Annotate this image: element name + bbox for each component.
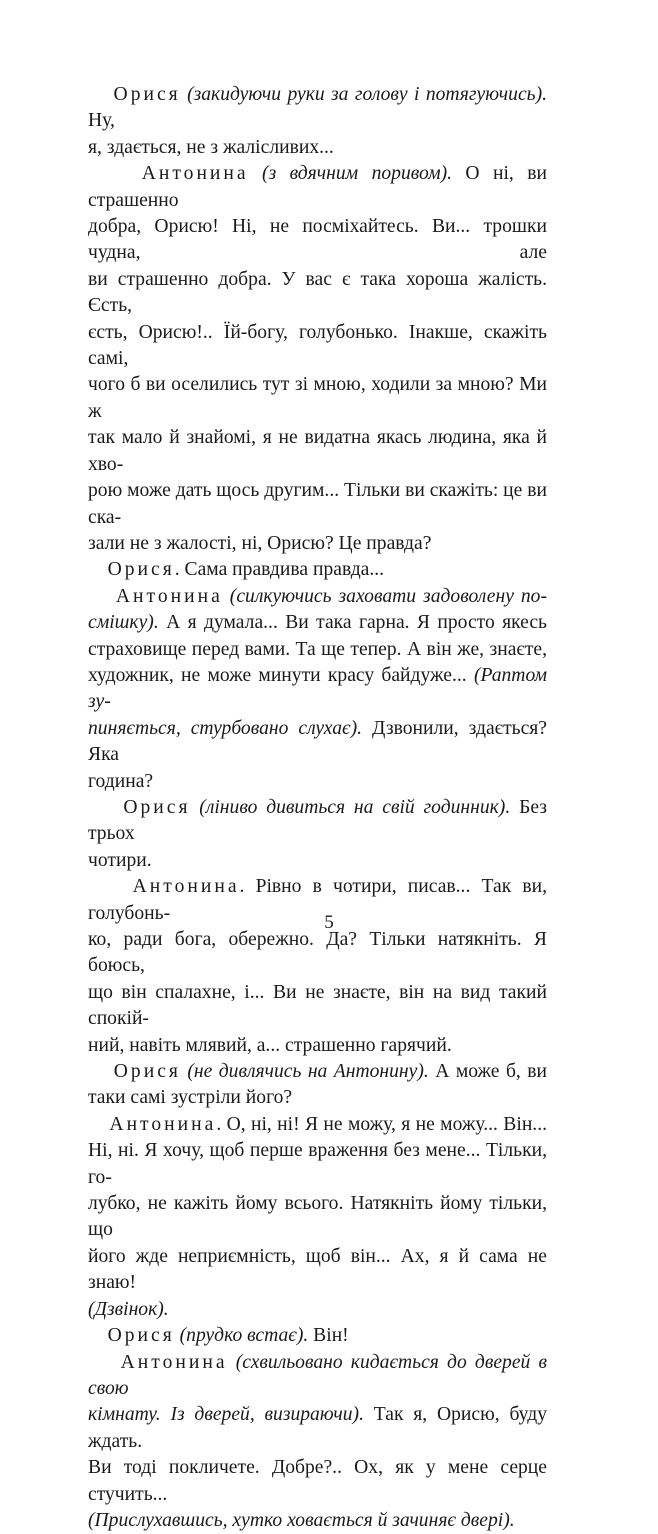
text-line	[88, 795, 547, 848]
dialogue-text: так мало й знайомі, я не видатна якась людина, яка й хво-	[88, 427, 547, 475]
text-line	[88, 663, 547, 716]
text-line	[88, 1508, 547, 1534]
dialogue-text: чотири.	[88, 849, 152, 871]
text-line	[88, 1059, 547, 1085]
stage-direction: смішку).	[88, 612, 159, 634]
text-line	[88, 1350, 547, 1403]
dialogue-text: ний, навіть млявий, а... страшенно гарячий.	[88, 1034, 452, 1056]
dialogue-text: Так я, Орисю, буду ждать.	[88, 1404, 548, 1452]
stage-direction: пиняється, стурбовано слухає).	[88, 717, 363, 739]
text-line	[88, 478, 547, 531]
dialogue-text: Ви тоді покличете. Добре?.. Ох, як у мене серце стучить...	[88, 1457, 547, 1505]
text-line	[88, 848, 547, 874]
speaker-name: Орися	[113, 84, 181, 105]
stage-direction: (не дивлячись на Антонину).	[187, 1061, 429, 1083]
stage-direction: (закидуючи руки за голову і потягуючись).	[187, 84, 547, 105]
text-line	[88, 1455, 547, 1508]
stage-direction: (Прислухавшись, хутко ховається й зачиняє двері).	[88, 1509, 515, 1531]
text-line	[88, 637, 547, 663]
page-number: 5	[324, 912, 334, 933]
dialogue-text: художник, не може минути красу байдуже...	[88, 664, 474, 686]
text-line	[88, 1297, 547, 1323]
dialogue-text	[223, 586, 230, 607]
text-line	[88, 1191, 547, 1244]
text-line	[88, 1033, 547, 1059]
dialogue-text	[88, 163, 142, 184]
dialogue-text: добра, Орисю! Ні, не посміхайтесь. Ви... трошки чудна, але	[88, 216, 547, 264]
speaker-name: Орися	[107, 559, 175, 581]
dialogue-text	[88, 1352, 121, 1373]
text-line	[88, 716, 547, 769]
text-line	[88, 557, 547, 583]
text-line	[88, 214, 547, 267]
text-line	[88, 161, 547, 214]
dialogue-text: А може б, ви	[428, 1061, 547, 1083]
dialogue-text	[88, 876, 133, 897]
dialogue-text: лубко, не кажіть йому всього. Натякніть йому тільки, що	[88, 1193, 547, 1241]
speaker-name: Антонина	[115, 585, 223, 607]
dialogue-text: Дзвонили, здається? Яка	[88, 717, 547, 766]
speaker-name: Антонина	[132, 876, 240, 898]
dialogue-text: я, здається, не з жалісливих...	[88, 136, 334, 158]
stage-direction: (прудко встає).	[179, 1325, 309, 1347]
speaker-name: Орися	[113, 1061, 181, 1083]
dialogue-text	[190, 797, 199, 818]
dialogue-text	[88, 586, 116, 607]
dialogue-text	[228, 1352, 236, 1373]
dialogue-text: ви страшенно добра. У вас є така хороша жалість. Єсть,	[88, 268, 547, 317]
text-line	[88, 1244, 547, 1297]
stage-direction: (Раптом зу-	[88, 664, 547, 713]
stage-direction: (схвильовано кидається до дверей в свою	[88, 1351, 547, 1399]
text-line	[88, 610, 547, 636]
dialogue-text: . Сама правдива правда...	[174, 559, 385, 581]
text-line	[88, 531, 547, 557]
dialogue-text	[88, 84, 114, 105]
speaker-name: Антонина	[109, 1113, 217, 1135]
stage-direction: (силкуючись заховати задоволену по-	[229, 585, 547, 607]
text-line	[88, 320, 547, 373]
dialogue-text: таки самі зустріли його?	[88, 1087, 293, 1109]
text-line	[88, 927, 547, 980]
stage-direction: (ліниво дивиться на свій годинник).	[199, 796, 511, 818]
dialogue-text: Ні, ні. Я хочу, щоб перше враження без мене... Тільки, го-	[88, 1140, 547, 1188]
speaker-name: Антонина	[141, 163, 249, 185]
dialogue-text: страховище перед вами. Та ще тепер. А він же, знаєте,	[88, 638, 547, 660]
text-line	[88, 584, 547, 610]
dialogue-text	[88, 559, 108, 580]
dialogue-text: рою може дать щось другим... Тільки ви скажіть: це ви ска-	[88, 480, 547, 528]
text-line	[88, 1138, 547, 1191]
dialogue-text: О ні, ви страшенно	[88, 163, 547, 211]
text-line	[88, 1085, 547, 1111]
stage-direction: (з вдячним поривом).	[262, 163, 452, 185]
text-line	[88, 82, 547, 135]
dialogue-text: ко, ради бога, обережно. Да? Тільки натякніть. Я боюсь,	[88, 929, 547, 977]
dialogue-text: А я думала... Ви така гарна. Я просто якесь	[158, 612, 547, 634]
speaker-name: Орися	[123, 796, 191, 818]
dialogue-text: година?	[88, 770, 154, 792]
text-line	[88, 135, 547, 161]
text-line	[88, 1402, 547, 1455]
dialogue-text	[88, 1114, 109, 1135]
text-line	[88, 769, 547, 795]
dialogue-text: Він!	[308, 1325, 349, 1347]
text-line	[88, 425, 547, 478]
dialogue-text: Ну,	[88, 110, 115, 132]
stage-direction: (Дзвінок).	[88, 1298, 169, 1320]
dialogue-text: його жде неприємність, щоб він... Ах, я й сама не знаю!	[88, 1245, 547, 1294]
text-line	[88, 980, 547, 1033]
speaker-name: Антонина	[120, 1351, 228, 1373]
text-line	[88, 1112, 547, 1138]
dialogue-text	[249, 163, 262, 184]
text-line	[88, 267, 547, 320]
dialogue-text: єсть, Орисю!.. Їй-богу, голубонько. Інакше, скажіть самі,	[88, 321, 547, 370]
text-line	[88, 1323, 547, 1349]
dialogue-text: Без трьох	[88, 796, 548, 845]
stage-direction: кімнату. Із дверей, визираючи).	[88, 1404, 364, 1426]
dialogue-text	[88, 1325, 108, 1346]
dialogue-text: чого б ви оселились тут зі мною, ходили за мною? Ми ж	[88, 374, 547, 422]
page-text	[88, 82, 547, 1534]
dialogue-text: зали не з жалості, ні, Орисю? Це правда?	[88, 532, 432, 554]
speaker-name: Орися	[107, 1325, 175, 1347]
dialogue-text	[88, 797, 123, 818]
dialogue-text: . О, ні, ні! Я не можу, я не можу... Він...	[216, 1113, 548, 1135]
dialogue-text	[88, 1061, 114, 1082]
text-line	[88, 372, 547, 425]
dialogue-text: . Рівно в чотири, писав... Так ви, голубонь-	[88, 876, 547, 924]
dialogue-text: що він спалахне, і... Ви не знаєте, він на вид такий спокій-	[88, 981, 547, 1030]
